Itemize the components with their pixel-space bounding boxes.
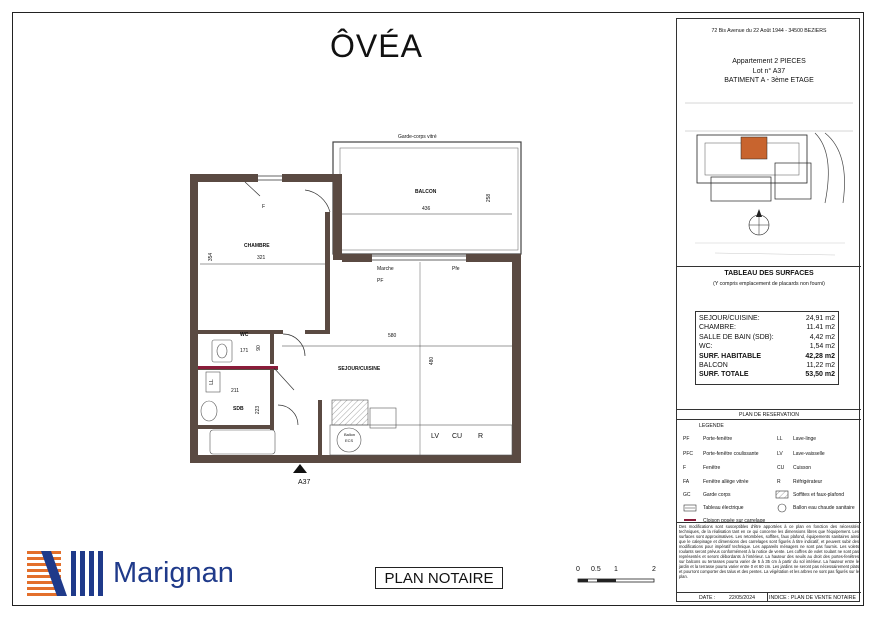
legend-code: PF (683, 436, 690, 442)
legend-text: Soffites et faux-plafond (793, 492, 845, 498)
legend-icons-right (775, 490, 791, 514)
legend-code: LL (777, 436, 783, 442)
dim-chambre-w: 321 (257, 255, 266, 261)
legend-title: LEGENDE (699, 423, 724, 429)
gc-label: Garde-corps vitré (398, 134, 437, 140)
balcony-area (333, 142, 521, 254)
partition-marker (198, 366, 278, 369)
legal-notes: Des modifications sont susceptibles d'être apportées à ce plan en fonction des nécessités techniques, de la réalisation tant en ce qui concerne les dimensions libres que l'équipement. Les surfaces sont approximatives. Les retombées, soffites, faux plafond, équipements sanitaires ainsi que le calepinage et dimensions des carrelages sont figurés à titre indicatif, et peuvent subir des modifications pour impératif technique. Les appareils ménagers ne sont pas fournis. Les volets roulants seront prévus conformément à la notice de vente. Les coffres de volet roulant ne sont pas représentés et seront débordants à l'intérieur. La hauteur des seuils au droit des portes-fenêtres sur balcons ou terrasses pourra varier de 5 à 35 cm à partir du sol intérieur. La hauteur entre le jardin et la terrasse pourra varier entre 0 et 60 cm. Les jardins ne seront pas nécessairement plats et pourront comporter des talus et des pentes. La végétation et les arbres ne sont pas figurés sur le plan. (679, 524, 860, 579)
scale-05: 0.5 (591, 566, 601, 573)
legend-code: FA (683, 479, 690, 485)
divider (677, 419, 861, 420)
date-value: 22/05/2024 (729, 595, 755, 601)
label-ballon-2: ECS (345, 438, 354, 443)
kitchen-counter (330, 400, 512, 455)
site-plan-map (685, 93, 853, 261)
address: 72 Bis Avenue du 22 Août 1944 - 34500 BEZIERS (711, 28, 827, 34)
surfaces-subtitle: (Y compris emplacement de placards non fourni) (713, 281, 825, 287)
surface-row: CHAMBRE: 11.41 m2 (699, 324, 835, 332)
dim-balcon-w: 436 (422, 206, 431, 212)
surface-row: SURF. TOTALE 53,50 m2 (699, 371, 835, 379)
room-balcon: BALCON (415, 189, 437, 195)
label-lv: LV (431, 433, 440, 440)
legend-text: Lave-vaisselle (793, 451, 825, 457)
legend-text: Porte-fenêtre (703, 436, 733, 442)
legend-code: PFC (683, 451, 693, 457)
plan-type-box: PLAN NOTAIRE (375, 567, 503, 589)
surface-row: SALLE DE BAIN (SDB): 4,42 m2 (699, 333, 835, 341)
legend-text: Lave-linge (793, 436, 817, 442)
scale-bar (575, 575, 657, 587)
legend-code: CU (777, 465, 785, 471)
apartment-type: Appartement 2 PIECES (732, 58, 806, 65)
legend-text: Ballon eau chaude sanitaire (793, 505, 855, 511)
date-label: DATE : (699, 595, 716, 601)
building-floor: BATIMENT A - 3ème ETAGE (724, 77, 814, 84)
label-ll: LL (208, 379, 215, 385)
dim-sejour-h: 480 (429, 356, 436, 366)
legend-text: Porte-fenêtre coulissante (703, 451, 759, 457)
room-chambre: CHAMBRE (244, 243, 270, 249)
info-panel (676, 18, 860, 602)
legend-text: Cuisson (793, 465, 812, 471)
lot-number: Lot n° A37 (752, 68, 786, 75)
lot-marker-label: A37 (298, 479, 311, 486)
divider (677, 592, 861, 593)
developer-name: Marignan (113, 557, 234, 589)
scale-1: 1 (614, 566, 618, 573)
room-wc: WC (240, 332, 249, 338)
legend-text: Tableau électrique (703, 505, 744, 511)
legend-text: Garde corps (703, 492, 731, 498)
dim-sejour-w: 580 (388, 333, 397, 339)
dim-balcon-h: 258 (486, 193, 493, 203)
scale-2: 2 (652, 566, 656, 573)
legend-text: Réfrigérateur (793, 479, 823, 485)
entry-marker (293, 464, 307, 473)
surfaces-title: TABLEAU DES SURFACES (724, 270, 814, 277)
dim-sdb-h: 223 (255, 405, 262, 415)
reservation-title: PLAN DE RESERVATION (739, 412, 799, 418)
legend-code: F (683, 465, 687, 471)
legend-text: Fenêtre (703, 465, 721, 471)
room-sejour: SEJOUR/CUISINE (338, 366, 381, 372)
surface-row: BALCON 11,22 m2 (699, 362, 835, 370)
index-value: INDICE : PLAN DE VENTE NOTAIRE (769, 595, 856, 601)
legend-code: LV (777, 451, 783, 457)
room-sdb: SDB (233, 406, 244, 412)
legend-code: R (777, 479, 781, 485)
label-r: R (478, 433, 484, 440)
surface-row: SURF. HABITABLE 42,28 m2 (699, 352, 835, 360)
label-pf: PF (377, 278, 384, 284)
divider (767, 592, 768, 602)
label-pfe: Pfe (452, 266, 460, 272)
label-marche: Marche (377, 266, 394, 272)
dim-wc-w: 171 (240, 348, 249, 354)
legend-text: Cloison posée sur carrelage (703, 518, 766, 524)
bath-fixtures (201, 340, 275, 454)
dim-chambre-h: 354 (208, 252, 215, 262)
scale-0: 0 (576, 566, 580, 573)
legend-code: GC (683, 492, 691, 498)
divider (677, 409, 861, 410)
label-ballon-1: Ballon (344, 432, 356, 437)
dim-wc-h: 90 (255, 345, 262, 351)
divider (677, 266, 861, 267)
dim-sdb-w: 211 (231, 388, 239, 394)
marignan-logo-icon (27, 549, 105, 597)
windows (245, 176, 466, 425)
surface-row: SEJOUR/CUISINE: 24,91 m2 (699, 315, 835, 322)
label-f: F (262, 204, 266, 210)
legend-icons (683, 504, 699, 524)
label-cu: CU (452, 433, 463, 440)
brand-title: ÔVÉA (330, 28, 423, 64)
legend-text: Fenêtre allège vitrée (703, 479, 749, 485)
divider (677, 522, 861, 523)
surface-row: WC: 1,54 m2 (699, 343, 835, 351)
surfaces-table (695, 311, 839, 385)
